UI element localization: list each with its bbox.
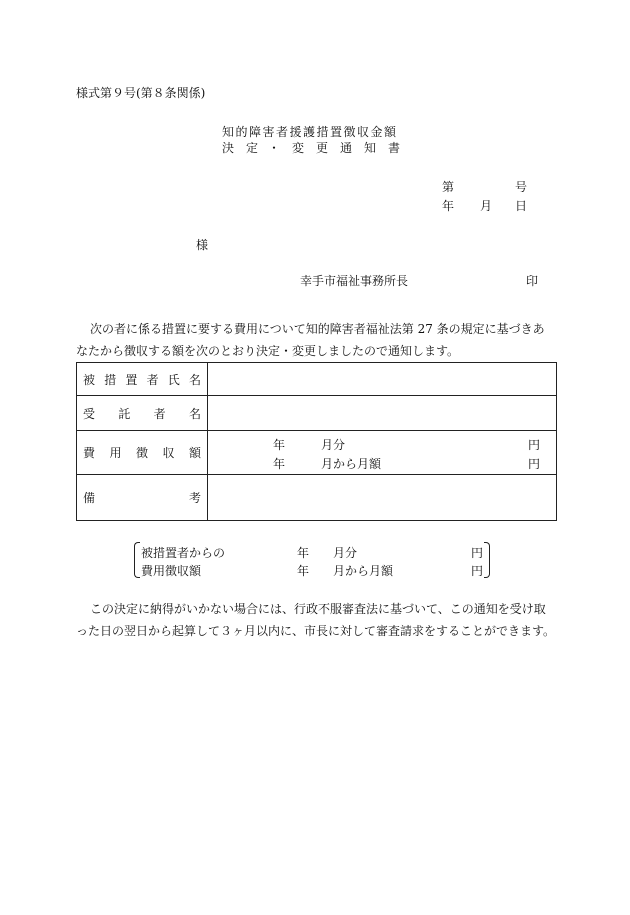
row-label-fee [77, 431, 208, 475]
bracket-year-2: 年 [297, 564, 310, 578]
bracket-yen-2: 円 [471, 564, 484, 578]
subtitle-char: 変 [292, 141, 305, 155]
info-table [76, 362, 557, 521]
bracket-label-1: 被措置者からの [141, 546, 226, 560]
label-char: 徴 [135, 446, 148, 460]
appeal-notice: この決定に納得がいかない場合には、行政不服審査法に基づいて、この通知を受け取った日の翌日から起算して３ヶ月以内に、市長に対して審査請求をすることができます。 [76, 602, 556, 638]
date-month: 月 [480, 199, 493, 213]
label-char: 託 [118, 406, 131, 421]
document-title: 知的障害者援護措置徴収金額 [222, 125, 398, 139]
fee-line-monthly [208, 434, 556, 453]
label-char: 者 [153, 406, 166, 421]
fee-month: 月から月額 [321, 456, 382, 471]
subtitle-char: 決 [222, 141, 235, 155]
subtitle-char: 更 [316, 141, 329, 155]
table-row [77, 363, 557, 396]
fee-line-from [208, 453, 556, 472]
subtitle-char: 知 [364, 141, 377, 155]
row-label-remarks [77, 475, 208, 521]
fee-yen: 円 [527, 437, 540, 452]
form-number: 様式第９号(第８条関係) [76, 86, 206, 100]
row-label-trustee [77, 396, 208, 431]
fee-year: 年 [273, 437, 286, 452]
label-char: 氏 [167, 372, 180, 387]
trustee-value-cell[interactable] [208, 396, 557, 431]
subtitle-char: 定 [246, 141, 259, 155]
recipient-honorific: 様 [196, 238, 209, 252]
subtitle-char: 書 [388, 141, 401, 155]
row-label-name [77, 363, 208, 396]
table-row [77, 431, 557, 475]
right-bracket [484, 542, 490, 578]
bracket-label-2: 費用徴収額 [141, 564, 202, 578]
date-day: 日 [515, 199, 528, 213]
label-char: 費 [83, 446, 96, 460]
label-char: 名 [188, 372, 201, 387]
label-char: 置 [125, 372, 138, 387]
issuer-office: 幸手市福祉事務所長 [300, 274, 409, 288]
date-year: 年 [442, 199, 455, 213]
fee-month: 月分 [321, 437, 346, 452]
subtitle-char: 通 [340, 141, 353, 155]
seal-mark: 印 [526, 274, 539, 288]
bracket-month-1: 月分 [333, 546, 358, 560]
remarks-value-cell[interactable] [208, 475, 557, 521]
subtitle-char: ・ [268, 141, 281, 155]
bracket-yen-1: 円 [471, 546, 484, 560]
label-char: 者 [146, 372, 159, 387]
left-bracket [134, 542, 140, 578]
name-value-cell[interactable] [208, 363, 557, 396]
document-subtitle [222, 139, 400, 156]
label-char: 用 [109, 446, 122, 460]
table-row [77, 475, 557, 521]
label-char: 被 [83, 372, 96, 387]
bracket-month-2: 月から月額 [333, 564, 394, 578]
label-char: 名 [188, 406, 201, 421]
label-char: 収 [162, 446, 175, 460]
label-char: 考 [188, 491, 201, 505]
label-char: 措 [104, 372, 117, 387]
bracket-year-1: 年 [297, 546, 310, 560]
label-char: 備 [83, 491, 96, 505]
fee-yen: 円 [527, 456, 540, 471]
fee-year: 年 [273, 456, 286, 471]
label-char: 額 [188, 446, 201, 460]
table-row [77, 396, 557, 431]
body-paragraph: 次の者に係る措置に要する費用について知的障害者福祉法第 27 条の規定に基づきあなたから徴収する額を次のとおり決定・変更しましたので通知します。 [76, 322, 545, 358]
document-number-suffix: 号 [515, 180, 528, 194]
fee-value-cell[interactable] [208, 431, 557, 475]
label-char: 受 [83, 406, 96, 421]
document-number-prefix: 第 [442, 180, 455, 194]
